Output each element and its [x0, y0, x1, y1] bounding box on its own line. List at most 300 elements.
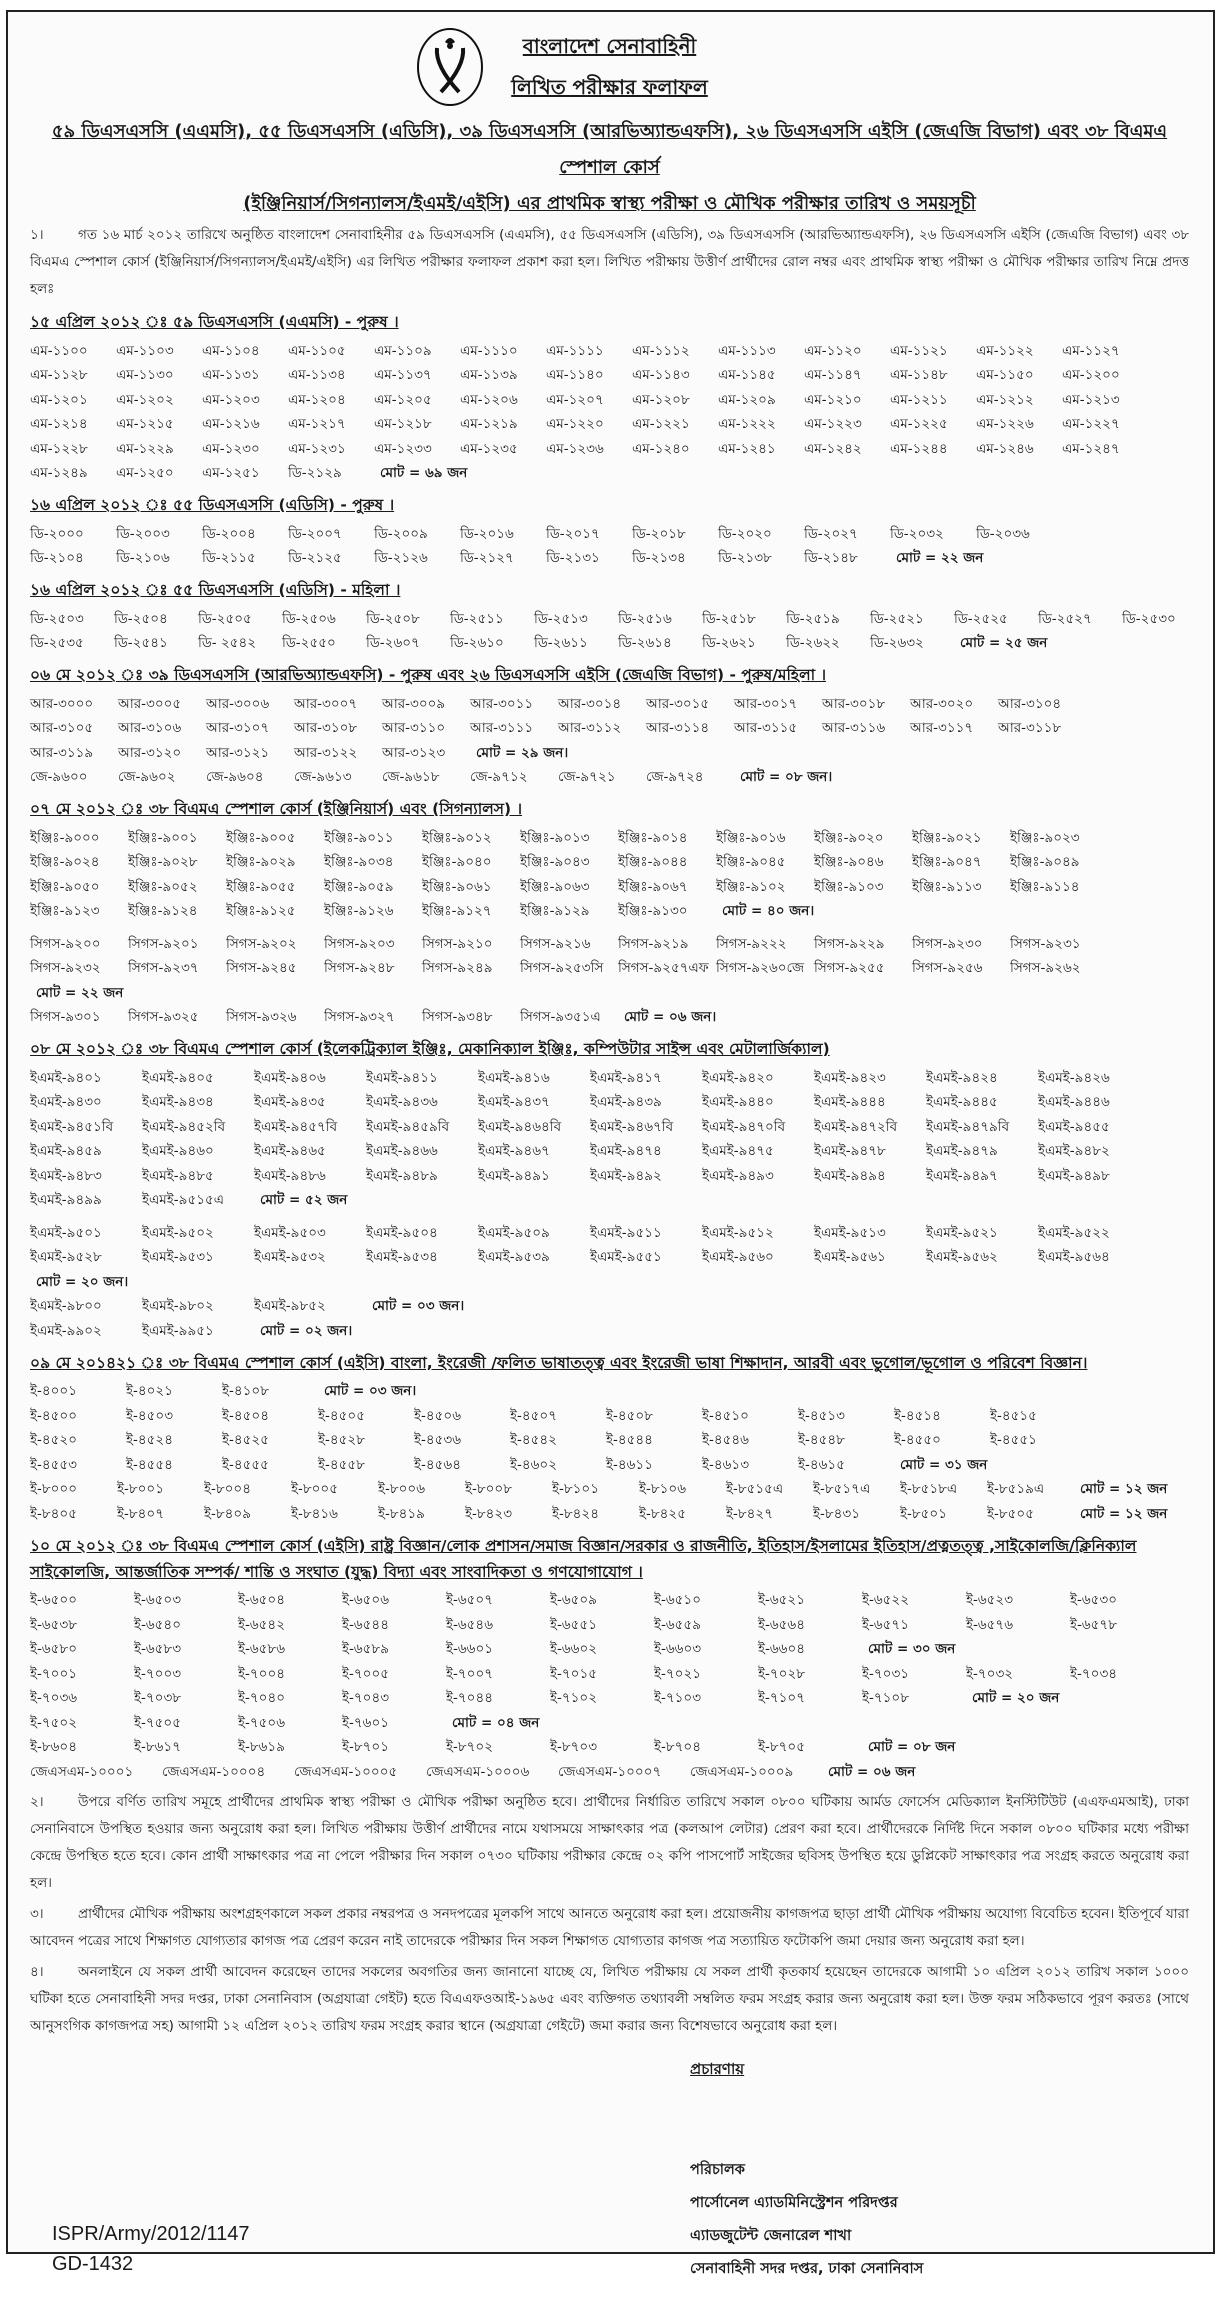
- roll-number: সিগস-৯২৪৯: [422, 960, 493, 977]
- roll-number: ই-৭৬০১: [342, 1714, 389, 1731]
- roll-number: ই-৮৫১৭এ: [813, 1481, 871, 1498]
- candidate-total: মোট = ৫২ জন: [260, 1192, 348, 1209]
- roll-number: ইএমই-৯৪২৬: [1038, 1069, 1110, 1086]
- roll-number-row: [30, 339, 1189, 364]
- roll-number: ই-৪৫১৫: [990, 1407, 1037, 1424]
- roll-number: সিগস-৯২৬০জে: [716, 960, 805, 977]
- candidate-total: মোট = ১২ জন: [1080, 1505, 1168, 1522]
- roll-number: ইঞ্জিঃ-৯০২১: [912, 829, 982, 846]
- section-heading: ১৬ এপ্রিল ২০১২ ঃ ৫৫ ডিএসএসসি (এডিসি) - মহিলা ।: [30, 581, 401, 599]
- roll-number: ডি-২১৩১: [546, 550, 600, 567]
- roll-number: ইএমই-৯৪২৪: [926, 1069, 998, 1086]
- roll-number-row: [30, 1613, 1189, 1638]
- roll-number: আর-৩০০৭: [294, 695, 358, 712]
- roll-number: ডি- ২৫৪২: [198, 635, 257, 652]
- candidate-total: মোট = ২৯ জন।: [476, 744, 569, 761]
- roll-number: ডি-২৬৩২: [870, 635, 924, 652]
- roll-number: ইঞ্জিঃ-৯০২৪: [30, 854, 100, 871]
- roll-number: এম-১১৪৭: [804, 367, 862, 384]
- roll-number: ই-৭৫০২: [30, 1714, 77, 1731]
- roll-number: এম-১২৩১: [288, 440, 346, 457]
- roll-number: ই-৪৫১৪: [894, 1407, 941, 1424]
- roll-number: ডি-২৫১৬: [618, 610, 672, 627]
- roll-number: ই-৭১০২: [550, 1690, 597, 1707]
- roll-number: সিগস-৯২৫৭এফ: [618, 960, 709, 977]
- roll-number: এম-১১২২: [976, 342, 1034, 359]
- roll-number: ই-৬৫৭১: [862, 1616, 909, 1633]
- roll-number: ইঞ্জিঃ-৯১১৩: [912, 878, 982, 895]
- roll-number: ডি-২৫২১: [870, 610, 924, 627]
- roll-number: আর-৩১১৪: [646, 720, 710, 737]
- roll-number: ইএমই-৯৪৬৪বি: [478, 1118, 562, 1135]
- roll-number: এম-১১৩৯: [460, 367, 518, 384]
- roll-number: ইএমই-৯৪৩৭: [478, 1094, 550, 1111]
- roll-number: ই-৪৬১৫: [798, 1456, 845, 1473]
- roll-number: ই-৪৫৪৬: [702, 1432, 749, 1449]
- roll-number: ইএমই-৯৫৬০: [702, 1249, 774, 1266]
- roll-number: ই-৭০২৮: [758, 1665, 805, 1682]
- roll-number: এম-১২১৫: [116, 416, 174, 433]
- roll-number: ই-৪৫১৩: [798, 1407, 845, 1424]
- roll-number: এম-১১০৫: [288, 342, 346, 359]
- notice-frame: [6, 10, 1215, 2277]
- roll-number: ইঞ্জিঃ-৯১০৩: [814, 878, 884, 895]
- roll-number: ই-৬৫০৭: [446, 1592, 493, 1609]
- reference-block: [52, 2219, 250, 2279]
- roll-number: ডি-২৫০৬: [282, 610, 336, 627]
- roll-number-row: [30, 1246, 1189, 1271]
- roll-number: আর-৩১১০: [382, 720, 446, 737]
- roll-number: জে-৯৬০৪: [206, 769, 264, 786]
- roll-number: আর-৩১১৯: [30, 744, 94, 761]
- notice-subtitle: লিখিত পরীক্ষার ফলাফল: [511, 75, 708, 99]
- roll-number: ই-৪৫৫৪: [126, 1456, 173, 1473]
- roll-number: ইএমই-৯৫১৩: [814, 1224, 886, 1241]
- roll-number: এম-১১২৭: [1062, 342, 1120, 359]
- roll-number: ই-৪৫০৮: [606, 1407, 653, 1424]
- roll-number: এম-১১১৩: [718, 342, 776, 359]
- roll-number: ই-৭০১৫: [550, 1665, 597, 1682]
- roll-number: ই-৭০০৫: [342, 1665, 389, 1682]
- paragraph-number: ৩।: [30, 1905, 44, 1922]
- roll-number: ডি-২৬১১: [534, 635, 588, 652]
- roll-number: এম-১২২৫: [890, 416, 948, 433]
- candidate-total: মোট = ৩১ জন: [900, 1456, 988, 1473]
- roll-number: এম-১১৫০: [976, 367, 1034, 384]
- roll-number: সিগস-৯২৩২: [30, 960, 101, 977]
- roll-number: এম-১২২২: [718, 416, 776, 433]
- section-heading: ০৮ মে ২০১২ ঃ ৩৮ বিএমএ স্পেশাল কোর্স (ইলেকট্রিক্যাল ইঞ্জিঃ, মেকানিক্যাল ইঞ্জিঃ, কম্পিউটার সাইন্স এবং মেটালার্জিক্যাল): [30, 1040, 830, 1058]
- roll-number: ই-৪৫২৪: [126, 1432, 173, 1449]
- results-section: [30, 1350, 1189, 1527]
- roll-number: এম-১২১২: [976, 391, 1034, 408]
- roll-number: ইঞ্জিঃ-৯০৪৪: [618, 854, 688, 871]
- roll-number: সিগস-৯২৩০: [912, 935, 983, 952]
- roll-number: ই-৬৫৬৪: [758, 1616, 805, 1633]
- roll-number: ইঞ্জিঃ-৯০৬১: [422, 878, 492, 895]
- roll-number: ই-৭০৪৪: [446, 1690, 493, 1707]
- roll-number: এম-১২০০: [1062, 367, 1120, 384]
- roll-number: ই-৭৫০৫: [134, 1714, 181, 1731]
- candidate-total: মোট = ০৬ জন।: [624, 1009, 717, 1026]
- roll-number: ইএমই-৯৪১৬: [478, 1069, 550, 1086]
- roll-number: আর-৩০১১: [470, 695, 534, 712]
- roll-number: এম-১১১২: [632, 342, 690, 359]
- candidate-total: মোট = ২০ জন: [972, 1690, 1060, 1707]
- roll-number: ই-৮৬০৪: [30, 1739, 77, 1756]
- roll-number: ই-৪৫৫৫: [222, 1456, 269, 1473]
- roll-number: ই-৮৫০৫: [987, 1505, 1034, 1522]
- roll-number: জেএসএম-১০০০৭: [558, 1763, 662, 1780]
- roll-number: আর-৩১১৮: [998, 720, 1062, 737]
- roll-number: ই-৮৪১৬: [291, 1505, 338, 1522]
- roll-number: এম-১২৩৬: [546, 440, 604, 457]
- roll-number-row: [30, 1221, 1189, 1246]
- roll-number: ই-৮৫০১: [900, 1505, 947, 1522]
- candidate-total: মোট = ১২ জন: [1080, 1481, 1168, 1498]
- candidate-total: মোট = ০৮ জন: [868, 1739, 956, 1756]
- roll-number: ডি-২১২৫: [288, 550, 342, 567]
- roll-number: ই-৪৫০৪: [222, 1407, 269, 1424]
- roll-number: ইঞ্জিঃ-৯১৩০: [618, 903, 688, 920]
- roll-number-row: [30, 1189, 1189, 1214]
- roll-number: ই-৪৫০৭: [510, 1407, 557, 1424]
- roll-number: আর-৩১০৪: [998, 695, 1062, 712]
- roll-number: এম-১১৩৪: [288, 367, 346, 384]
- gd-number: GD-1432: [52, 2252, 134, 2275]
- roll-number-row: [30, 1429, 1189, 1454]
- roll-number: ইঞ্জিঃ-৯০২৮: [128, 854, 198, 871]
- roll-number: ইঞ্জিঃ-৯০০৫: [226, 829, 296, 846]
- roll-number: এম-১২১৭: [288, 416, 346, 433]
- roll-number: সিগস-৯২৩১: [1010, 935, 1081, 952]
- roll-number: জেএসএম-১০০০৬: [426, 1763, 530, 1780]
- roll-number: এম-১১০৩: [116, 342, 174, 359]
- roll-number: এম-১২২৭: [1062, 416, 1120, 433]
- results-section: [30, 492, 1189, 571]
- main-heading: [30, 114, 1189, 222]
- roll-number: ইঞ্জিঃ-৯০৫৫: [226, 878, 296, 895]
- roll-number: ই-৪৫৪৪: [606, 1432, 653, 1449]
- roll-number: ইএমই-৯৪৩৫: [254, 1094, 326, 1111]
- roll-number: ইএমই-৯৫৬১: [814, 1249, 886, 1266]
- instruction-paragraphs: [30, 1789, 1189, 2040]
- roll-number: ই-৮০০৫: [291, 1481, 338, 1498]
- section-heading: ১৬ এপ্রিল ২০১২ ঃ ৫৫ ডিএসএসসি (এডিসি) - পুরুষ ।: [30, 496, 395, 514]
- candidate-total: মোট = ০৩ জন।: [324, 1383, 417, 1400]
- roll-number: ইএমই-৯৫৬২: [926, 1249, 998, 1266]
- roll-number: ই-৪৬১১: [606, 1456, 653, 1473]
- roll-number: ই-৮৪০৫: [30, 1505, 77, 1522]
- roll-number: সিগস-৯৩০১: [30, 1009, 101, 1026]
- roll-number: ইঞ্জিঃ-৯১২৫: [226, 903, 296, 920]
- roll-number: ই-৪৫০৫: [318, 1407, 365, 1424]
- roll-number: ই-৬৬০৩: [654, 1641, 702, 1658]
- roll-number: ই-৭০২১: [654, 1665, 701, 1682]
- roll-number: ই-৭৫০৬: [238, 1714, 285, 1731]
- roll-number: ই-৭০৩৪: [1070, 1665, 1117, 1682]
- roll-number-row: [30, 1380, 1189, 1405]
- roll-number: এম-১২১০: [804, 391, 862, 408]
- roll-number-row: [30, 1736, 1189, 1761]
- roll-number-row: [30, 462, 1189, 487]
- roll-number-row: [30, 632, 1189, 657]
- roll-number: ইএমই-৯৪৪৪: [814, 1094, 886, 1111]
- roll-number: এম-১২৪৯: [30, 465, 88, 482]
- roll-number: ই-৮০০১: [117, 1481, 164, 1498]
- roll-number: ই-৪৫৬৪: [414, 1456, 461, 1473]
- roll-number: ই-৮৭০৪: [654, 1739, 701, 1756]
- roll-number: ই-৪৫২৮: [318, 1432, 365, 1449]
- roll-number: ইএমই-৯৪৩৪: [142, 1094, 214, 1111]
- roll-number-row: [30, 1319, 1189, 1344]
- roll-number: ইএমই-৯৪৯৩: [702, 1167, 774, 1184]
- roll-number: ই-৬৫২৩: [966, 1592, 1013, 1609]
- roll-number: ই-৮০০৬: [378, 1481, 425, 1498]
- roll-number-row: [30, 1687, 1189, 1712]
- roll-number: ই-৪৫৪৮: [798, 1432, 845, 1449]
- roll-number: ইএমই-৯৪৭০বি: [702, 1118, 786, 1135]
- roll-number: সিগস-৯২৫৩সি: [520, 960, 604, 977]
- roll-number: ই-৪৫২০: [30, 1432, 77, 1449]
- roll-number: এম-১২০৫: [374, 391, 432, 408]
- roll-number: ইএমই-৯৫৫১: [590, 1249, 662, 1266]
- roll-number: ইঞ্জিঃ-৯১২৩: [30, 903, 100, 920]
- roll-number: ডি-২০০৯: [374, 525, 428, 542]
- roll-number: ইঞ্জিঃ-৯০৪৩: [520, 854, 590, 871]
- roll-number: ইএমই-৯৪৯৪: [814, 1167, 886, 1184]
- roll-number-row: [30, 717, 1189, 742]
- roll-number: জে-৯৬০০: [30, 769, 88, 786]
- roll-number: এম-১২৪৬: [976, 440, 1034, 457]
- roll-number: সিগস-৯২১০: [422, 935, 493, 952]
- roll-number: ইঞ্জিঃ-৯০৪৫: [716, 854, 786, 871]
- roll-number: ডি-২০১৮: [632, 525, 686, 542]
- paragraph-number: ৪।: [30, 1963, 44, 1980]
- roll-number: ইএমই-৯৫৩১: [142, 1249, 214, 1266]
- roll-number: এম-১১৪৮: [890, 367, 948, 384]
- roll-number: এম-১১৩১: [202, 367, 260, 384]
- roll-number: আর-৩১০৬: [118, 720, 182, 737]
- roll-number: আর-৩১০৮: [294, 720, 358, 737]
- roll-number: ইএমই-৯৪০১: [30, 1069, 102, 1086]
- roll-number: ই-৬৬০১: [446, 1641, 493, 1658]
- roll-number: ই-৬৫৮৯: [342, 1641, 389, 1658]
- roll-number-row: [30, 437, 1189, 462]
- roll-number: ইঞ্জিঃ-৯০২৯: [226, 854, 296, 871]
- roll-number: ইএমই-৯৪৯৭: [926, 1167, 998, 1184]
- roll-number: আর-৩১২৩: [382, 744, 446, 761]
- roll-number: এম-১২০৩: [202, 391, 260, 408]
- roll-number: ডি-২০১৬: [460, 525, 514, 542]
- candidate-total: মোট = ০৩ জন।: [372, 1298, 465, 1315]
- roll-number: এম-১২১১: [890, 391, 948, 408]
- roll-number: ডি-২০০০: [30, 525, 84, 542]
- roll-number: ইএমই-৯৫১৫এ: [142, 1192, 224, 1209]
- roll-number-row: [30, 826, 1189, 851]
- roll-number: ইএমই-৯৫২২: [1038, 1224, 1110, 1241]
- roll-number: জে-৯৬১৮: [382, 769, 440, 786]
- roll-number-row: [30, 364, 1189, 389]
- roll-number: আর-৩০১৪: [558, 695, 622, 712]
- roll-number: এম-১২০২: [116, 391, 174, 408]
- roll-number: এম-১২১৩: [1062, 391, 1120, 408]
- roll-number: ইঞ্জিঃ-৯০৫৯: [324, 878, 394, 895]
- roll-number: ডি-২১৪৮: [804, 550, 858, 567]
- roll-number: ইএমই-৯৪৯৯: [30, 1192, 102, 1209]
- roll-number: এম-১১২১: [890, 342, 948, 359]
- roll-number: ই-৬৫৪২: [238, 1616, 285, 1633]
- roll-number: ইএমই-৯৪৯২: [590, 1167, 662, 1184]
- roll-number: জেএসএম-১০০০১: [30, 1763, 134, 1780]
- roll-number: ইএমই-৯৪৬৭: [478, 1143, 550, 1160]
- roll-number: এম-১২১৮: [374, 416, 432, 433]
- roll-number: ই-৪৫৫০: [894, 1432, 941, 1449]
- roll-number: ই-৭০৪৩: [342, 1690, 389, 1707]
- roll-number-row: [30, 547, 1189, 572]
- roll-number: এম-১১৪০: [546, 367, 604, 384]
- roll-number: জে-৯৭১২: [470, 769, 528, 786]
- roll-number: ইএমই-৯৫০৪: [366, 1224, 438, 1241]
- roll-number: ইএমই-৯৪৭৪: [590, 1143, 662, 1160]
- roll-number: ইএমই-৯৪৮৩: [30, 1167, 102, 1184]
- roll-number: ইঞ্জিঃ-৯০৬৩: [520, 878, 590, 895]
- roll-number-row: [30, 413, 1189, 438]
- roll-number: সিগস-৯২৫৬: [912, 960, 983, 977]
- roll-number: এম-১২১৬: [202, 416, 260, 433]
- candidate-total: মোট = ০৪ জন: [452, 1714, 540, 1731]
- roll-number: ই-৪০০১: [30, 1383, 77, 1400]
- roll-number-row: [30, 1295, 1189, 1320]
- roll-number: সিগস-৯২২২: [716, 935, 787, 952]
- roll-number: ডি-২০২০: [718, 525, 772, 542]
- roll-number: এম-১২২০: [546, 416, 604, 433]
- roll-number: ইএমই-৯৫০২: [142, 1224, 214, 1241]
- roll-number: ইঞ্জিঃ-৯০৪৬: [814, 854, 884, 871]
- roll-number: ডি-২৫৫০: [282, 635, 336, 652]
- roll-number: ইঞ্জিঃ-৯১১৪: [1010, 878, 1080, 895]
- roll-number: আর-৩০০৫: [118, 695, 182, 712]
- roll-number: ই-৬৫৩০: [1070, 1592, 1117, 1609]
- roll-number: ই-৬৫৪৪: [342, 1616, 389, 1633]
- roll-number-row: [30, 1270, 1189, 1295]
- roll-number: সিগস-৯২০২: [226, 935, 297, 952]
- roll-number: ই-৪০২১: [126, 1383, 173, 1400]
- roll-number: ই-৬৫৪৬: [446, 1616, 493, 1633]
- roll-number: ইঞ্জিঃ-৯০০১: [128, 829, 198, 846]
- roll-number: ইএমই-৯৫৬৪: [1038, 1249, 1110, 1266]
- roll-number: ই-৪৫১০: [702, 1407, 749, 1424]
- roll-number: ই-৭০৩৬: [30, 1690, 78, 1707]
- roll-number: ই-৮৬১৯: [238, 1739, 285, 1756]
- roll-number: এম-১১৩০: [116, 367, 174, 384]
- roll-number: ইএমই-৯৯৫১: [142, 1322, 214, 1339]
- roll-number: ডি-২০০৭: [288, 525, 342, 542]
- roll-number: ডি-২৬২২: [786, 635, 840, 652]
- roll-number-row: [30, 851, 1189, 876]
- roll-number: আর-৩১১২: [558, 720, 622, 737]
- candidate-total: মোট = ৩০ জন: [868, 1641, 956, 1658]
- roll-number: ইএমই-৯৪৭৯বি: [926, 1118, 1010, 1135]
- roll-number: এম-১২৪৭: [1062, 440, 1120, 457]
- roll-number: এম-১১০৯: [374, 342, 432, 359]
- roll-number: ই-৭০০১: [30, 1665, 77, 1682]
- roll-number: ইঞ্জিঃ-৯০২৩: [1010, 829, 1080, 846]
- roll-number: এম-১২১৪: [30, 416, 88, 433]
- paragraph-2: [30, 1789, 1189, 1897]
- roll-number-row: [30, 1404, 1189, 1429]
- candidate-total: মোট = ০২ জন।: [260, 1322, 353, 1339]
- roll-number: ই-৬৫০৪: [238, 1592, 285, 1609]
- roll-number-row: [30, 1638, 1189, 1663]
- roll-number: ই-৭১০৮: [862, 1690, 909, 1707]
- roll-number: ডি-২১২৬: [374, 550, 428, 567]
- roll-number: আর-৩১২২: [294, 744, 358, 761]
- roll-number: ই-৬৫০৩: [134, 1592, 181, 1609]
- roll-number: ইএমই-৯৮০২: [142, 1298, 214, 1315]
- roll-number: ই-৬৫০৯: [550, 1592, 597, 1609]
- roll-number: ইএমই-৯৪৯৮: [1038, 1167, 1110, 1184]
- roll-number: ডি-২১৩৪: [632, 550, 686, 567]
- roll-number: ই-৪৫৩৬: [414, 1432, 461, 1449]
- roll-number: আর-৩১০৫: [30, 720, 94, 737]
- roll-number: ইঞ্জিঃ-৯০৪৯: [1010, 854, 1080, 871]
- candidate-total: মোট = ০৮ জন।: [740, 769, 833, 786]
- roll-number: ইএমই-৯৮৫২: [254, 1298, 326, 1315]
- roll-number: ইএমই-৯৪২০: [702, 1069, 774, 1086]
- roll-number-row: [30, 1589, 1189, 1614]
- roll-number: ইএমই-৯৪৩০: [30, 1094, 102, 1111]
- roll-number: এম-১২৪০: [632, 440, 690, 457]
- roll-number: ইএমই-৯৪৪৬: [1038, 1094, 1110, 1111]
- roll-number: ই-৬৫৪০: [134, 1616, 181, 1633]
- roll-number: এম-১২২৬: [976, 416, 1034, 433]
- roll-number: ইএমই-৯৪৮৫: [142, 1167, 214, 1184]
- roll-number: ইঞ্জিঃ-৯১২৪: [128, 903, 198, 920]
- roll-number: ই-৪৫৫৩: [30, 1456, 77, 1473]
- roll-number: এম-১২৩৫: [460, 440, 518, 457]
- roll-number: সিগস-৯৩২৫: [128, 1009, 199, 1026]
- roll-number: ইএমই-৯৪৭৯: [926, 1143, 998, 1160]
- roll-number-row: [30, 766, 1189, 791]
- roll-number-row: [30, 1453, 1189, 1478]
- roll-number: সিগস-৯২১৬: [520, 935, 591, 952]
- paragraph-4: [30, 1959, 1189, 2040]
- roll-number: ডি-২০২৭: [804, 525, 858, 542]
- roll-number: ডি-২৫১৮: [702, 610, 756, 627]
- roll-number: ই-৪৫৫৮: [318, 1456, 365, 1473]
- roll-number: ডি-২৫১৯: [786, 610, 840, 627]
- roll-number: ইঞ্জিঃ-৯০১৬: [716, 829, 786, 846]
- candidate-total: মোট = ৬৯ জন: [380, 465, 468, 482]
- roll-number-row: [30, 1115, 1189, 1140]
- roll-number-row: [30, 1502, 1189, 1527]
- candidate-total: মোট = ২০ জন।: [36, 1273, 129, 1290]
- paragraph-text: অনলাইনে যে সকল প্রার্থী আবেদন করেছেন তাদের সকলের অবগতির জন্য জানানো যাচ্ছে যে, লিখিত পরীক্ষায় যে সকল প্রার্থী কৃতকার্য হয়েছেন তাদেরকে আগামী ১০ এপ্রিল ২০১২ তারিখ সকাল ১০০০ ঘটিকা হতে সেনাবাহিনী সদর দপ্তর, ঢাকা সেনানিবাস (অগ্রযাত্রা গেইট) হতে বিএএফওআই-১৯৬৫ এবং ব্যক্তিগত তথ্যাবলী সম্বলিত ফরম সংগ্রহ করার জন্য অনুরোধ করা হল। উক্ত ফরম সঠিকভাবে পূরণ করতঃ (সাথে আনুসংগিক কাগজপত্র সহ) আগামী ১২ এপ্রিল ২০১২ তারিখ ফরম সংগ্রহ করার স্থানে (অগ্রযাত্রা গেইটে) জমা করার জন্য বিশেষভাবে অনুরোধ করা হল।: [30, 1963, 1189, 2034]
- roll-number: আর-৩১২০: [118, 744, 182, 761]
- roll-number: এম-১২০৪: [288, 391, 346, 408]
- roll-number: ইএমই-৯৪৫৯বি: [366, 1118, 450, 1135]
- roll-number: ই-৬৫১০: [654, 1592, 701, 1609]
- roll-number: ই-৮৪০৯: [204, 1505, 251, 1522]
- roll-number: ই-৮৫১৯এ: [987, 1481, 1045, 1498]
- roll-number: ই-৮৪২৭: [726, 1505, 773, 1522]
- roll-number-row: [30, 932, 1189, 957]
- roll-number: এম-১১০০: [30, 342, 88, 359]
- roll-number: ডি-২১০৪: [30, 550, 84, 567]
- roll-number: ই-৭০৩২: [966, 1665, 1014, 1682]
- roll-number: ই-৪৬০২: [510, 1456, 557, 1473]
